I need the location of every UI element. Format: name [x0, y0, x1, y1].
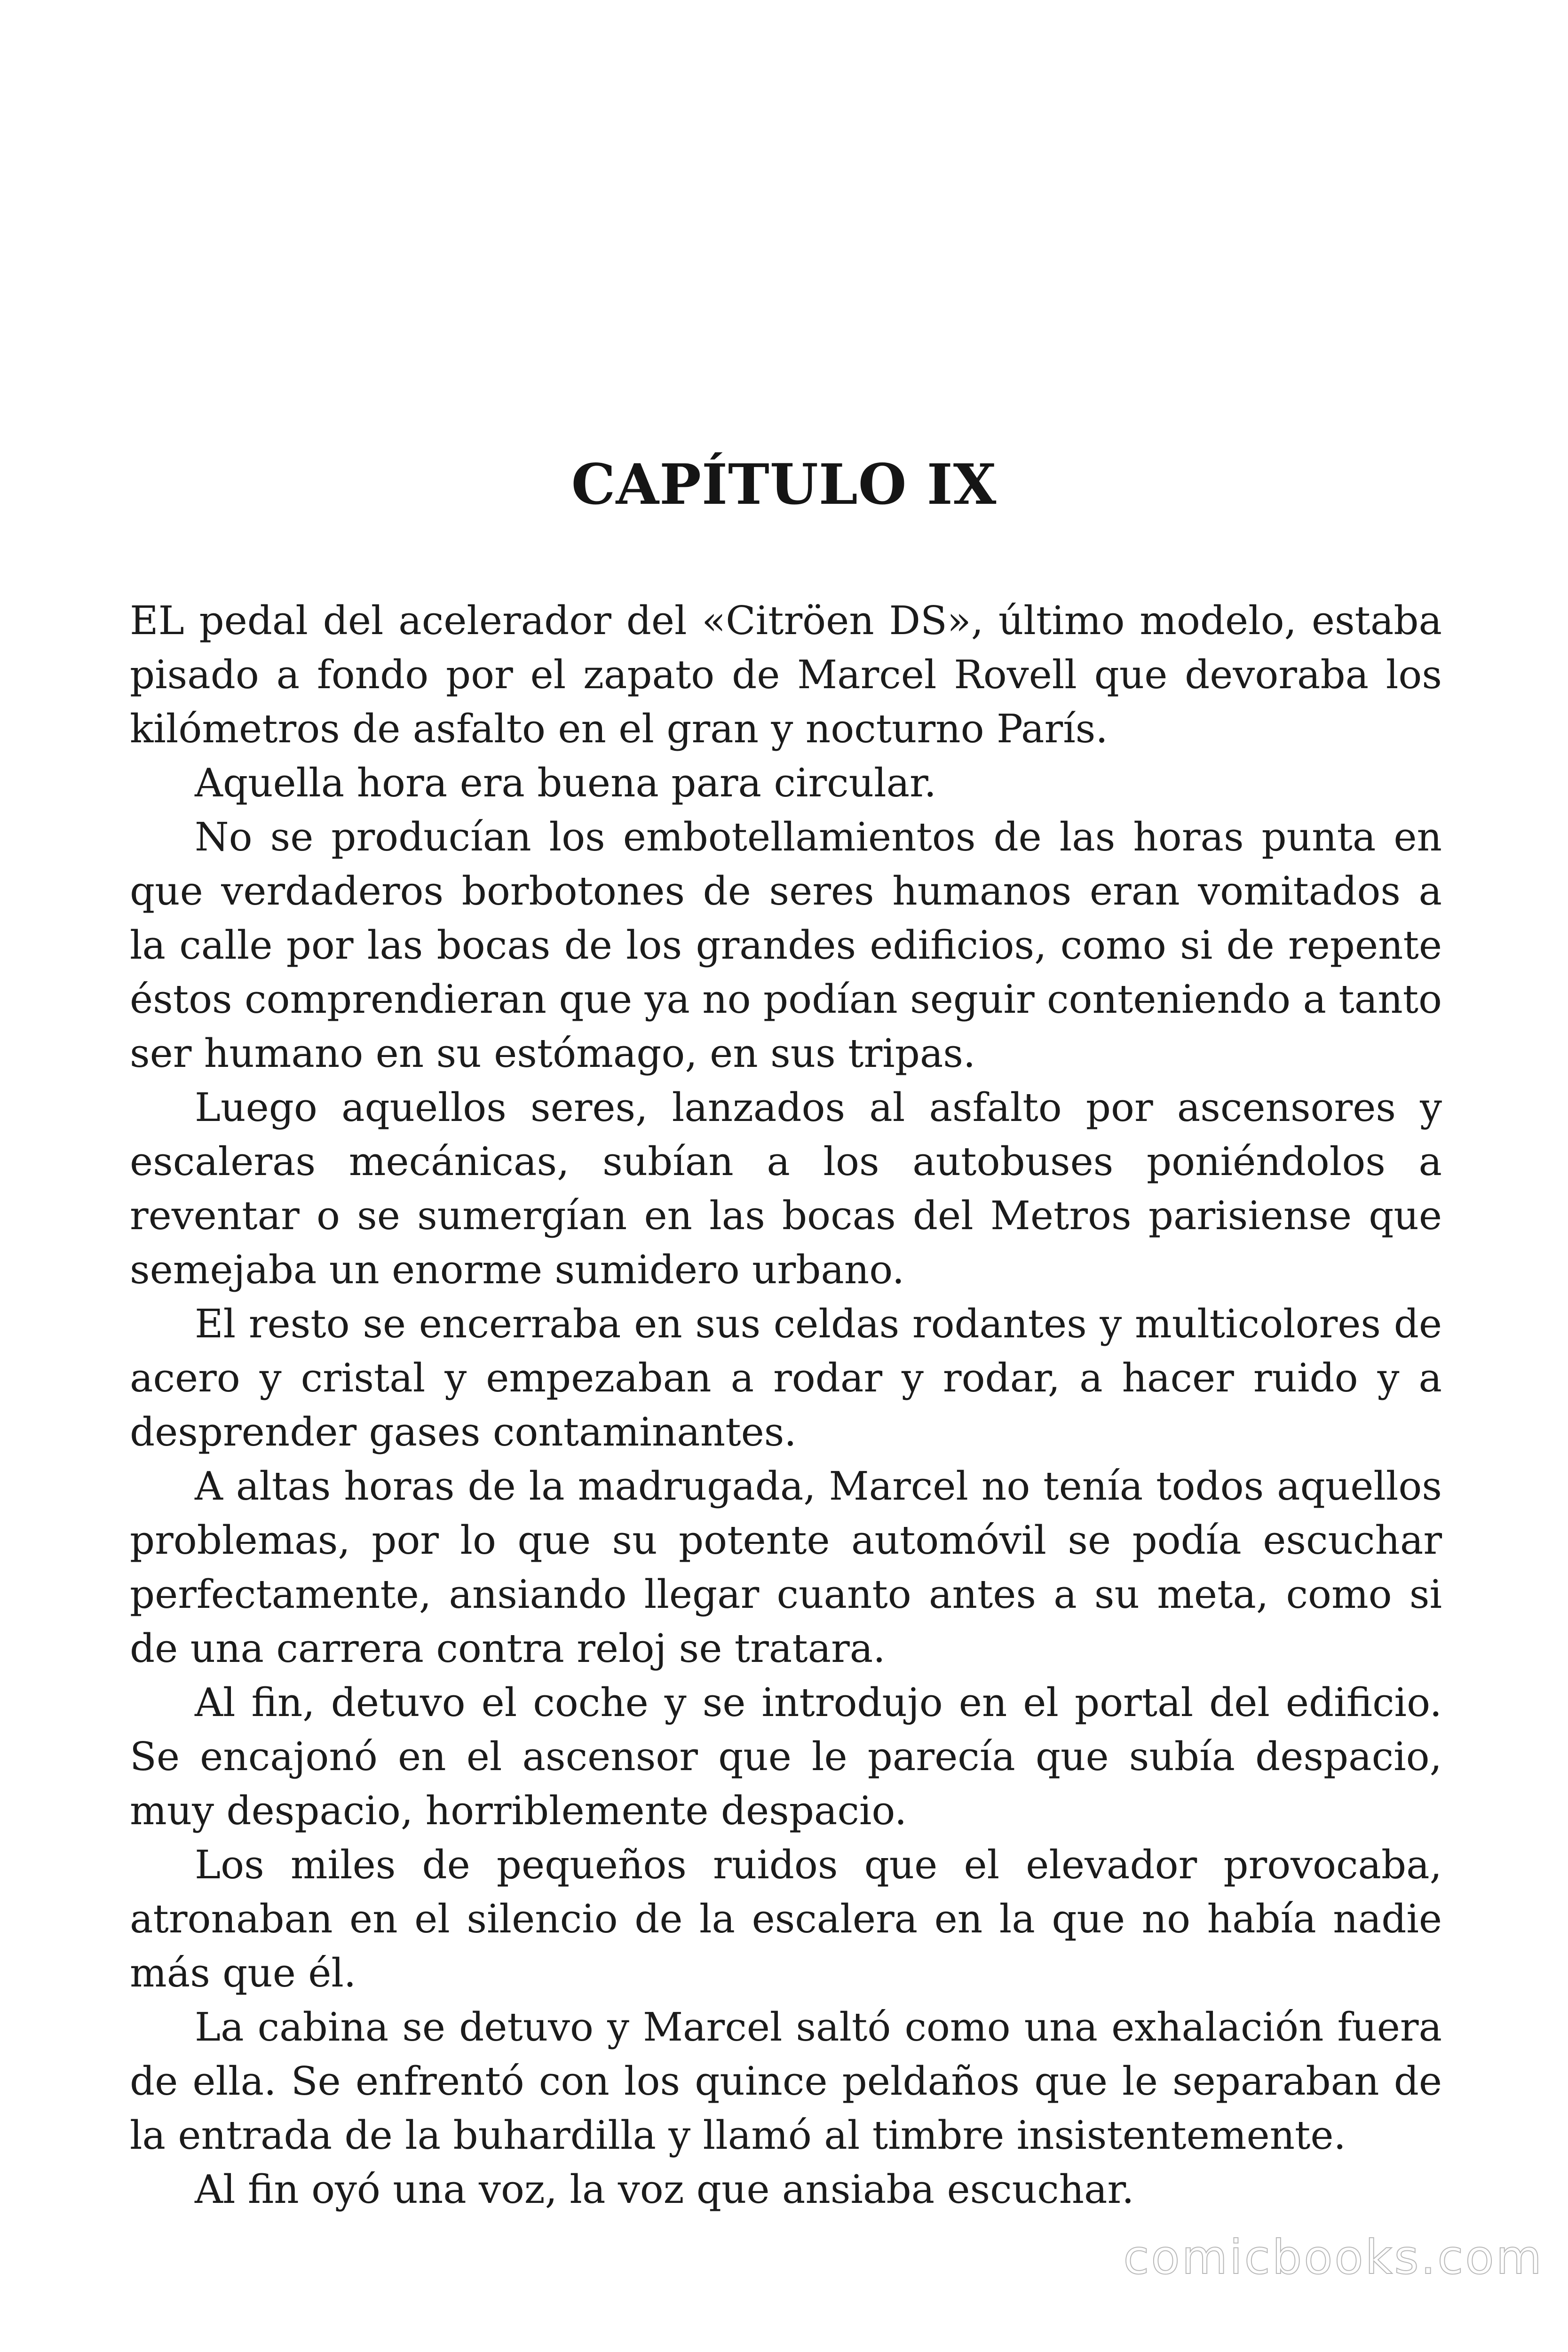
paragraph: EL pedal del acelerador del «Citröen DS», último modelo, estaba pisado a fondo por el zapato de Marcel Rovell que devoraba los kilómetros de asfalto en el gran y nocturno París. [130, 598, 1442, 752]
paragraph: Aquella hora era buena para circular. [195, 760, 937, 806]
chapter-body [130, 594, 1442, 2217]
paragraph: El resto se encerraba en sus celdas rodantes y multicolores de acero y cristal y empezaban a rodar y rodar, a hacer ruido y a desprender gases contaminantes. [130, 1301, 1442, 1455]
paragraph: La cabina se detuvo y Marcel saltó como una exhalación fuera de ella. Se enfrentó con los quince peldaños que le separaban de la entrada de la buhardilla y llamó al timbre insistentemente. [130, 2004, 1442, 2158]
paragraph: No se producían los embotellamientos de las horas punta en que verdaderos borbotones de seres humanos eran vomitados a la calle por las bocas de los grandes edificios, como si de repente éstos comprendieran que ya no podían seguir conteniendo a tanto ser humano en su estómago, en sus tripas. [130, 814, 1442, 1076]
watermark: comicbooks.com [1123, 2230, 1544, 2285]
paragraph: Al fin oyó una voz, la voz que ansiaba escuchar. [195, 2167, 1134, 2212]
chapter-title: CAPÍTULO IX [571, 452, 997, 517]
paragraph: Luego aquellos seres, lanzados al asfalto por ascensores y escaleras mecánicas, subían a los autobuses poniéndolos a reventar o se sumergían en las bocas del Metros parisiense que semejaba un enorme sumidero urbano. [130, 1085, 1442, 1293]
paragraph: Los miles de pequeños ruidos que el elevador provocaba, atronaban en el silencio de la escalera en la que no había nadie más que él. [130, 1842, 1442, 1996]
paragraph: A altas horas de la madrugada, Marcel no tenía todos aquellos problemas, por lo que su potente automóvil se podía escuchar perfectamente, ansiando llegar cuanto antes a su meta, como si de una carrera contra reloj se tratara. [130, 1463, 1442, 1671]
paragraph: Al fin, detuvo el coche y se introdujo en el portal del edificio. Se encajonó en el ascensor que le parecía que subía despacio, muy despacio, horriblemente despacio. [130, 1680, 1442, 1834]
